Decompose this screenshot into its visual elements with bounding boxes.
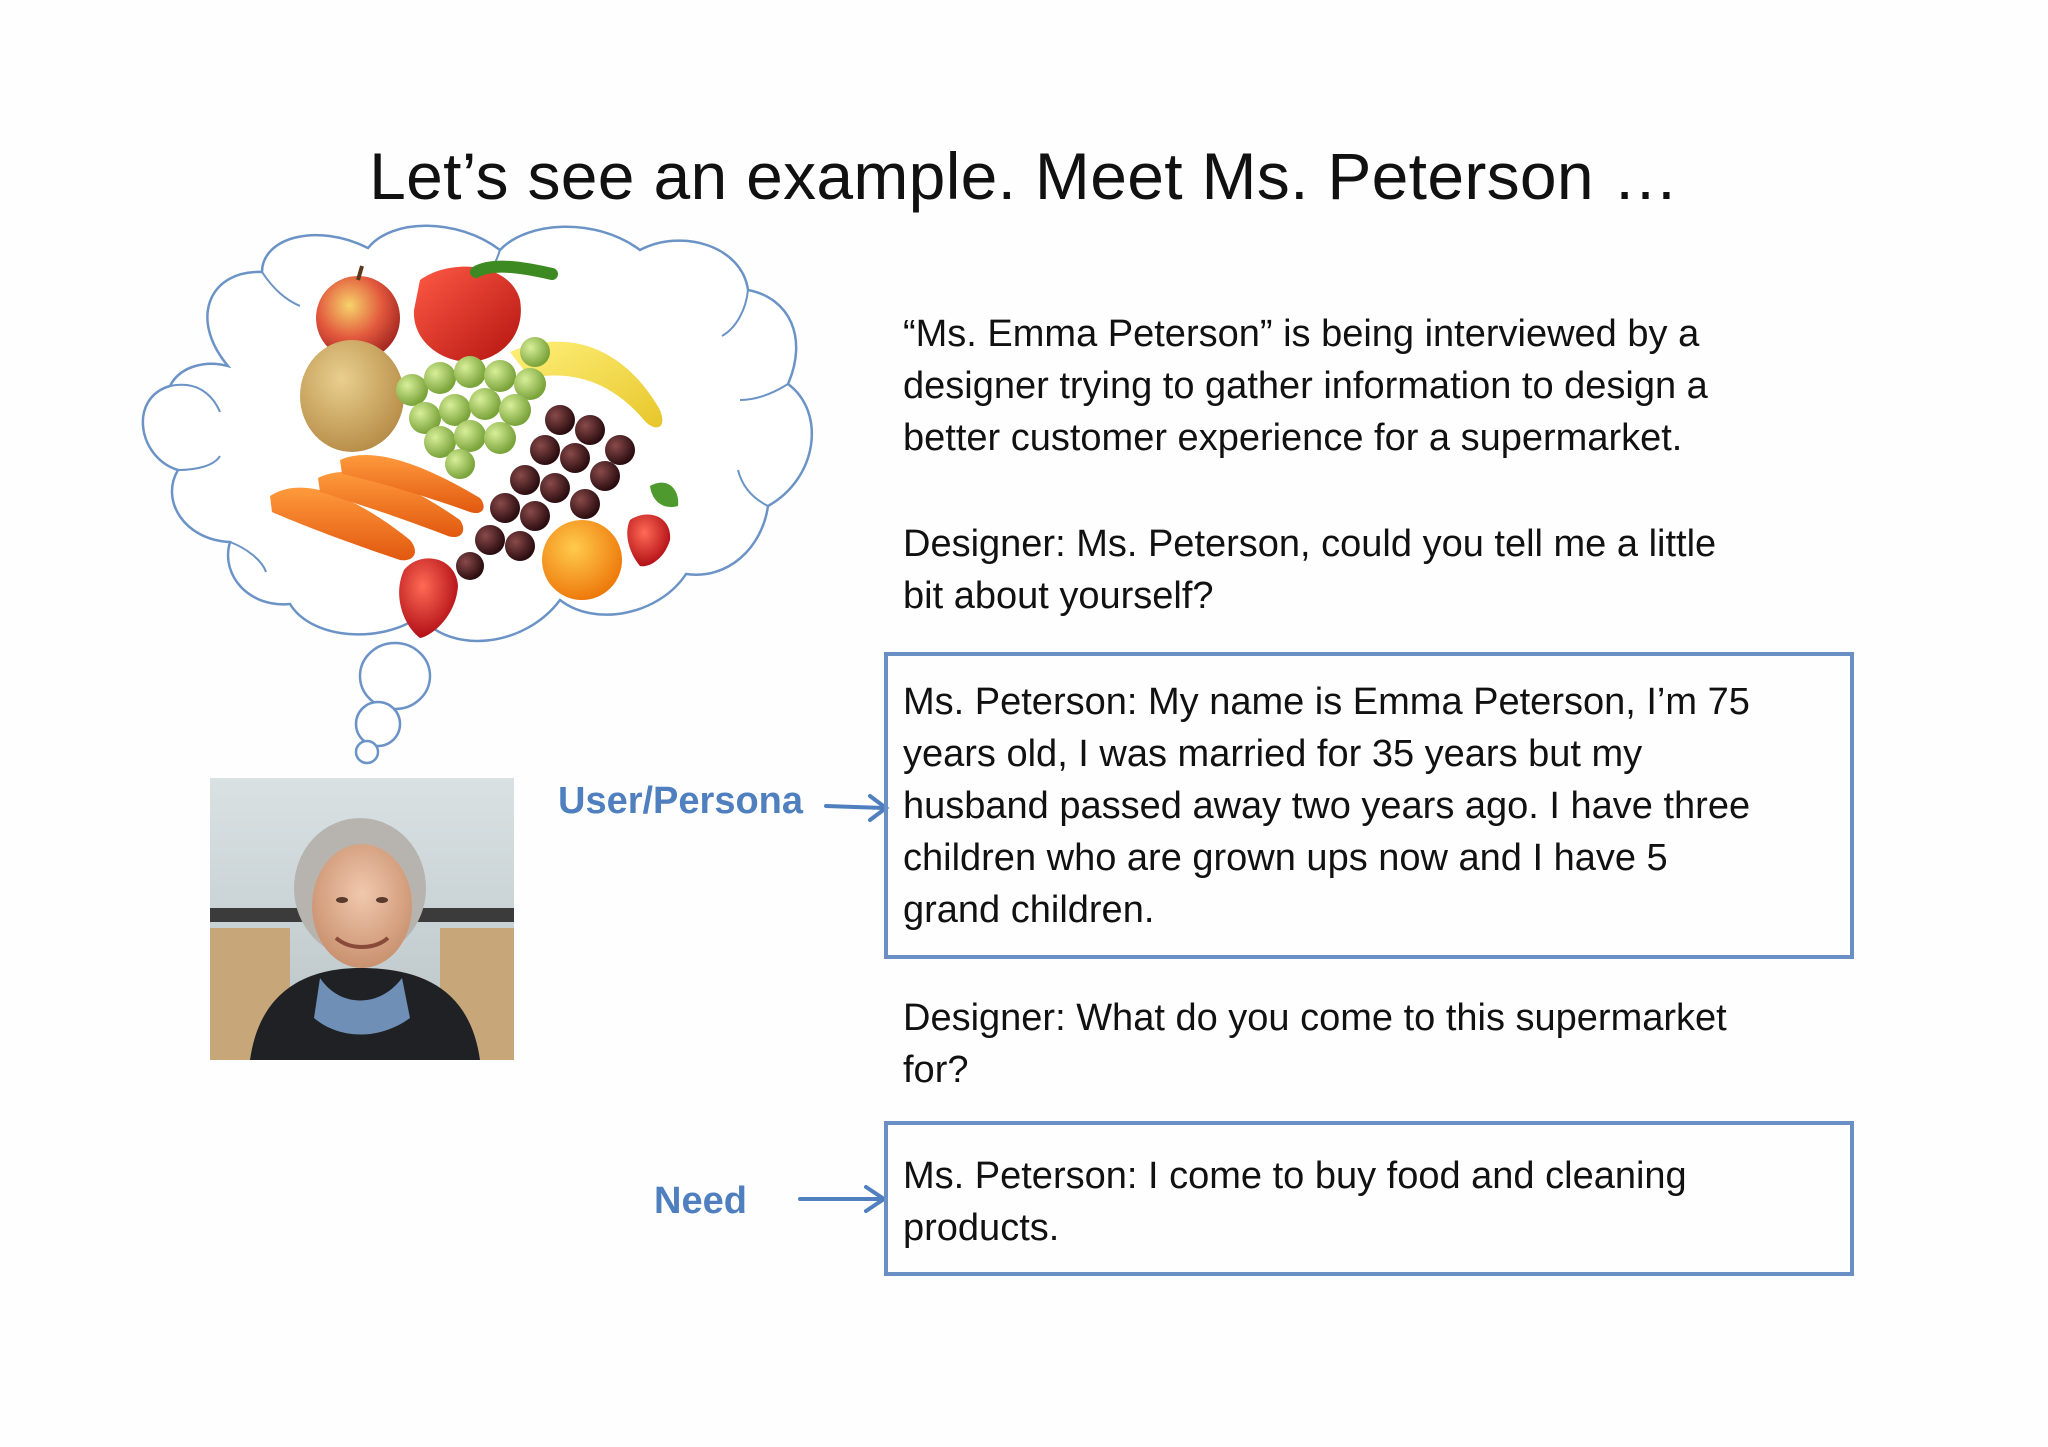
question-line: Designer: What do you come to this supermarket bbox=[903, 997, 1727, 1039]
question-line: bit about yourself? bbox=[903, 575, 1214, 617]
answer-line: years old, I was married for 35 years but my bbox=[903, 733, 1643, 775]
answer-line: husband passed away two years ago. I have three bbox=[903, 785, 1751, 827]
answer-line: children who are grown ups now and I have 5 bbox=[903, 837, 1668, 879]
peterson-answer-2 bbox=[903, 1150, 1687, 1254]
intro-text bbox=[903, 308, 1708, 464]
answer-line: products. bbox=[903, 1207, 1060, 1249]
intro-line: designer trying to gather information to design a bbox=[903, 365, 1708, 407]
label-need: Need bbox=[654, 1180, 747, 1222]
answer-line: Ms. Peterson: My name is Emma Peterson, I’m 75 bbox=[903, 681, 1750, 723]
peterson-answer-1 bbox=[903, 676, 1750, 936]
answer-line: Ms. Peterson: I come to buy food and cleaning bbox=[903, 1155, 1687, 1197]
answer-line: grand children. bbox=[903, 889, 1155, 931]
elderly-woman-photo bbox=[210, 778, 514, 1060]
question-line: Designer: Ms. Peterson, could you tell me a little bbox=[903, 523, 1717, 565]
designer-question-2 bbox=[903, 992, 1727, 1096]
question-line: for? bbox=[903, 1049, 969, 1091]
intro-line: better customer experience for a supermarket. bbox=[903, 417, 1683, 459]
slide-title: Let’s see an example. Meet Ms. Peterson … bbox=[369, 139, 1679, 213]
arrow-right-icon bbox=[800, 796, 886, 1211]
label-user-persona: User/Persona bbox=[558, 780, 804, 822]
designer-question-1 bbox=[903, 518, 1716, 622]
intro-line: “Ms. Emma Peterson” is being interviewed by a bbox=[903, 313, 1700, 355]
